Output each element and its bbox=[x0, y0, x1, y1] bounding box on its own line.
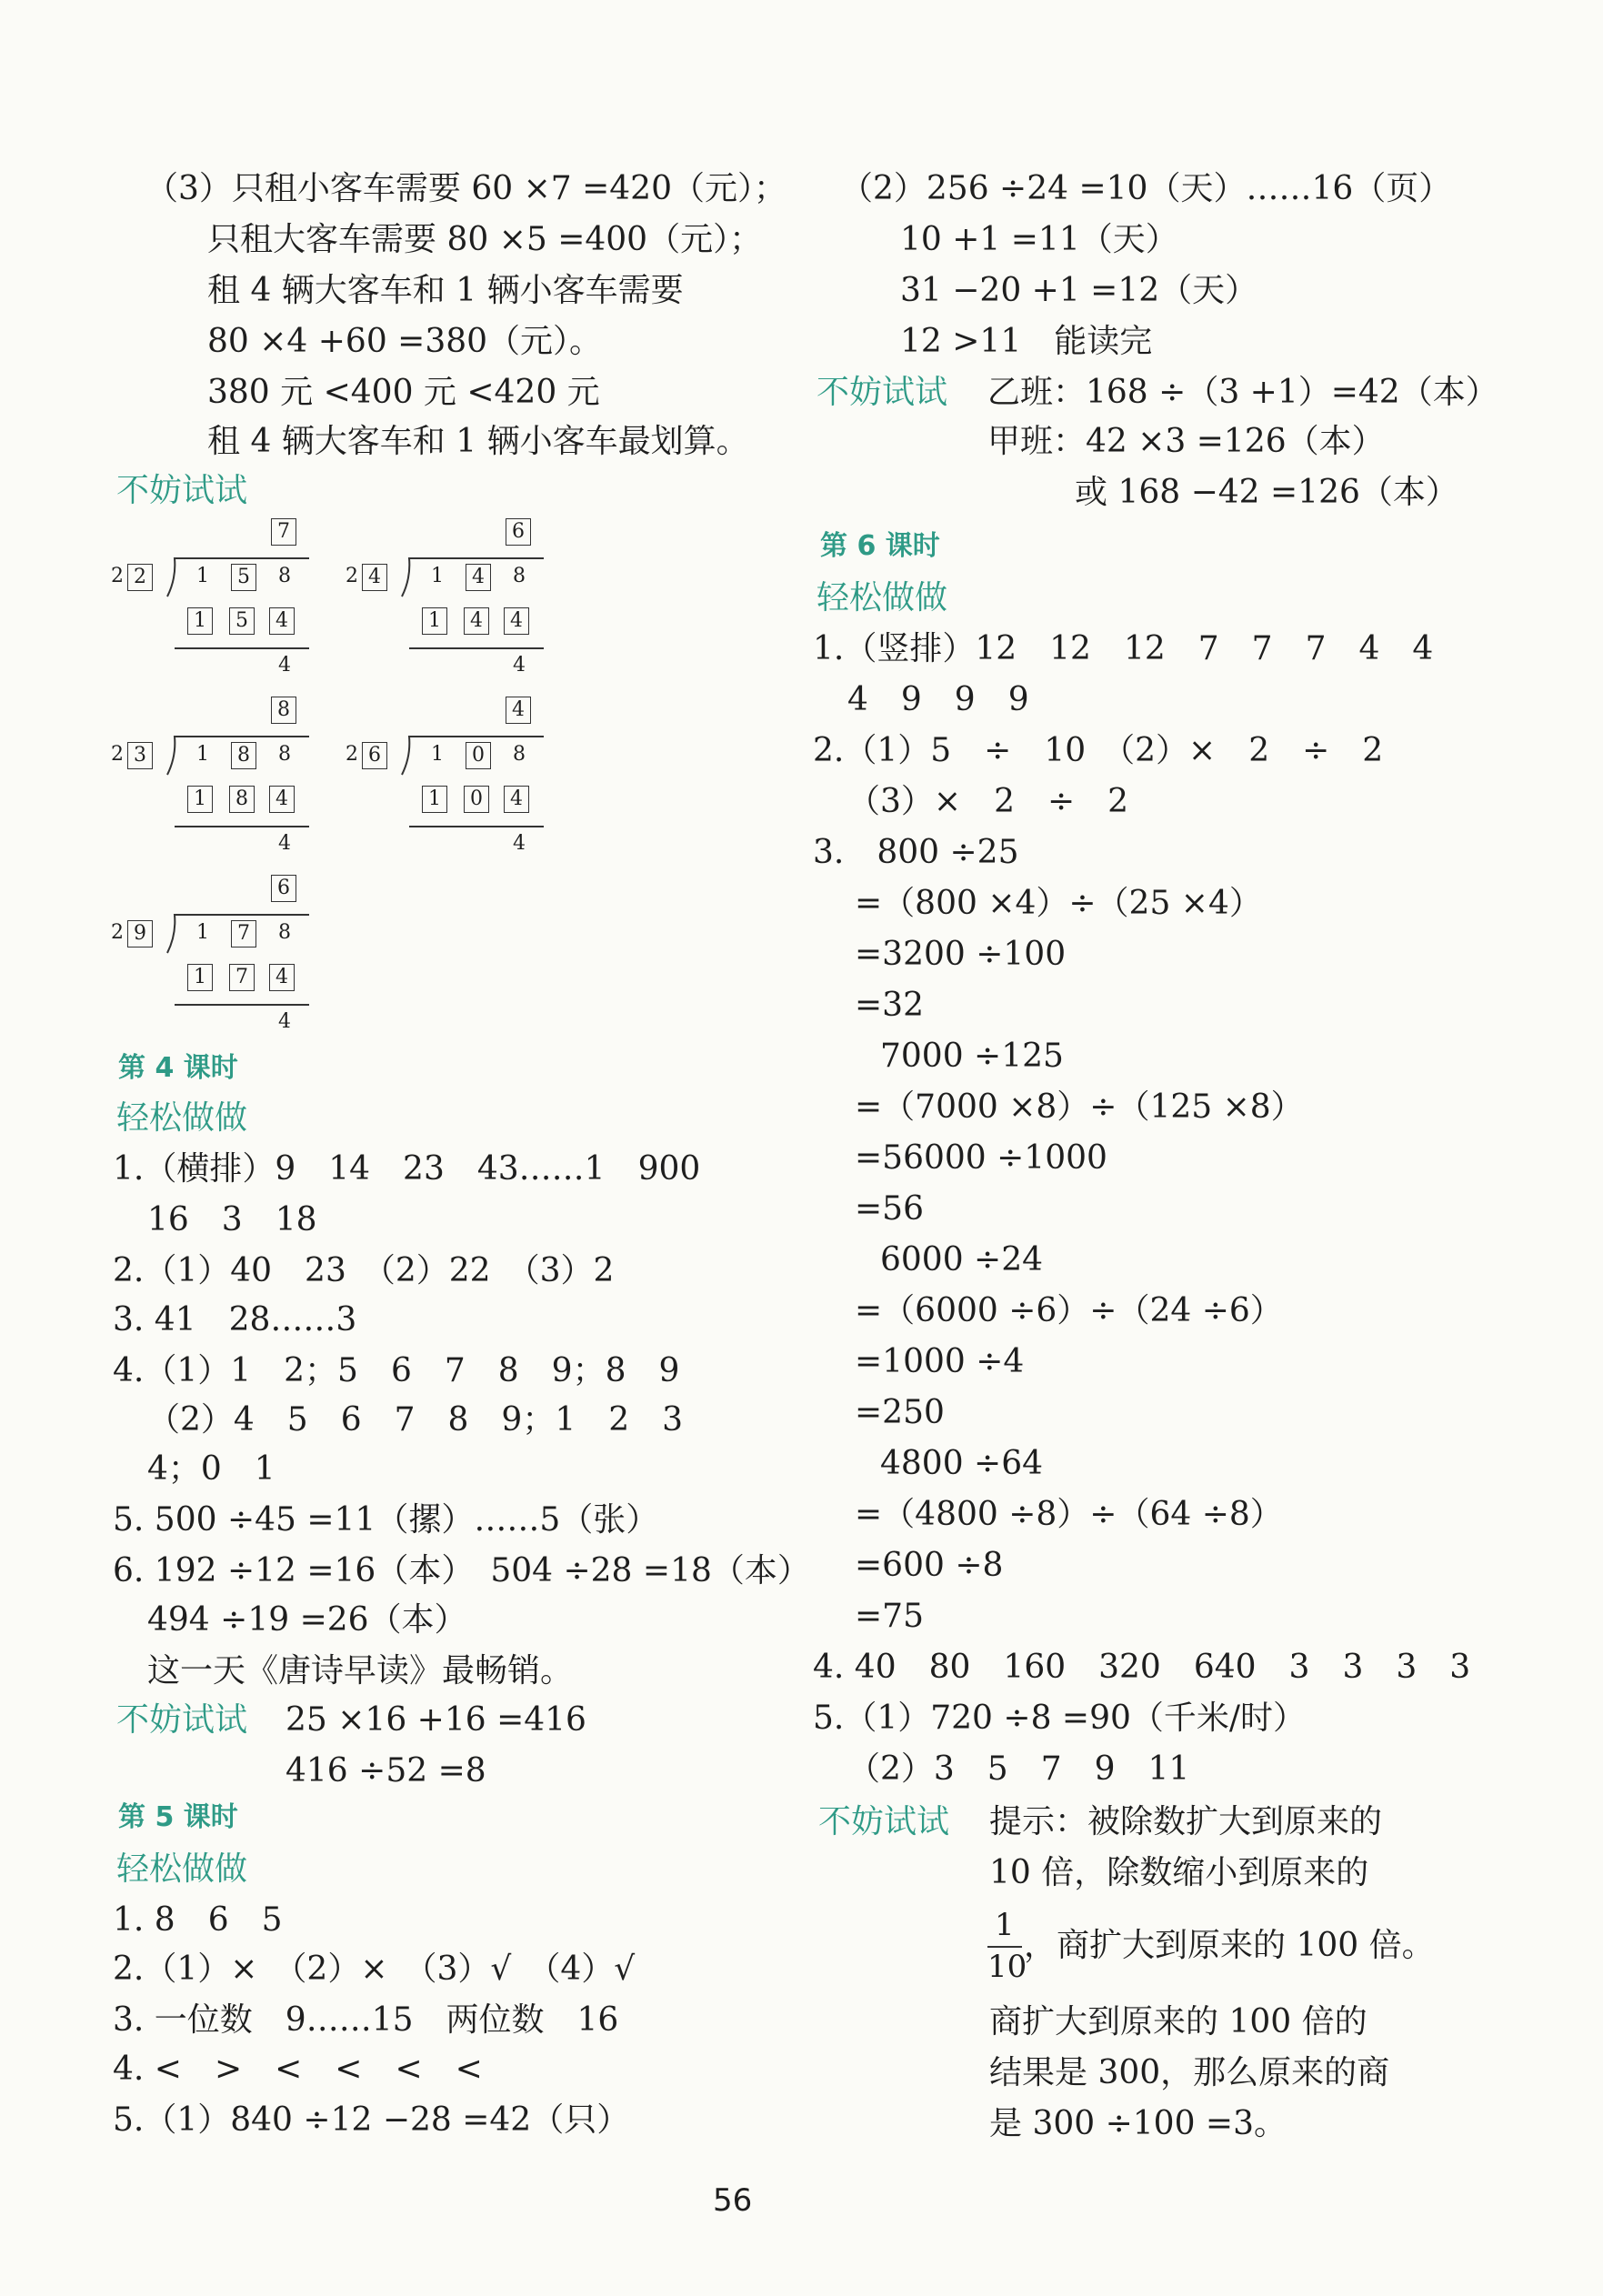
answer-line: （3）× 2 ÷ 2 bbox=[847, 783, 1129, 820]
dividend-box: 0 bbox=[466, 742, 491, 769]
answer-line: 4800 ÷64 bbox=[880, 1445, 1044, 1482]
answer-line: 2.（1）× （2）× （3）√ （4）√ bbox=[113, 1950, 636, 1988]
divisor-digit: 2 bbox=[111, 565, 124, 587]
product-box: 1 bbox=[187, 786, 213, 813]
divisor-digit: 2 bbox=[346, 565, 358, 587]
product-box: 4 bbox=[504, 786, 529, 813]
answer-line: 1.（横排）9 14 23 43……1 900 bbox=[113, 1150, 701, 1188]
fraction-numerator: 1 bbox=[995, 1907, 1015, 1943]
answer-line: 7000 ÷125 bbox=[880, 1038, 1064, 1075]
page-number: 56 bbox=[713, 2182, 753, 2219]
answer-line: 416 ÷52 =8 bbox=[286, 1752, 486, 1790]
answer-line: =（4800 ÷8）÷（64 ÷8） bbox=[855, 1496, 1283, 1533]
dividend-box: 4 bbox=[466, 564, 491, 591]
dividend-digit: 1 bbox=[196, 565, 209, 587]
answer-line: 6. 192 ÷12 =16（本） 504 ÷28 =18（本） bbox=[113, 1552, 810, 1589]
long-division bbox=[344, 518, 553, 687]
division-line bbox=[175, 826, 309, 827]
divisor-digit: 2 bbox=[346, 743, 358, 766]
lesson-heading: 第 5 课时 bbox=[118, 1801, 238, 1833]
dividend-digit: 8 bbox=[278, 743, 291, 766]
lesson-heading: 第 4 课时 bbox=[118, 1052, 238, 1084]
quotient-box: 7 bbox=[271, 518, 296, 546]
answer-line: 甲班：42 ×3 =126（本） bbox=[987, 423, 1385, 460]
answer-line: 1. 8 6 5 bbox=[113, 1901, 283, 1939]
product-box: 4 bbox=[269, 964, 295, 991]
answer-line: 16 3 18 bbox=[147, 1201, 317, 1238]
answer-line: 4. 40 80 160 320 640 3 3 3 3 bbox=[813, 1649, 1471, 1686]
dividend-box: 8 bbox=[231, 742, 256, 769]
dividend-digit: 1 bbox=[431, 565, 444, 587]
answer-line: 80 ×4 +60 =380（元）。 bbox=[207, 323, 603, 360]
section-heading-easy: 轻松做做 bbox=[116, 1850, 248, 1888]
answer-line: 12 >11 能读完 bbox=[900, 323, 1153, 360]
section-heading-easy: 轻松做做 bbox=[817, 579, 948, 617]
product-box: 4 bbox=[504, 607, 529, 635]
division-line bbox=[175, 1004, 309, 1006]
long-division bbox=[109, 518, 318, 687]
fraction-denominator: 10 bbox=[987, 1949, 1027, 1985]
answer-line: =（7000 ×8）÷（125 ×8） bbox=[855, 1088, 1304, 1126]
answer-line: 3. 一位数 9……15 两位数 16 bbox=[113, 2001, 619, 2039]
divisor-box: 6 bbox=[362, 742, 387, 769]
hint-line: 是 300 ÷100 =3。 bbox=[989, 2105, 1287, 2142]
divisor-box: 2 bbox=[127, 564, 153, 591]
dividend-digit: 1 bbox=[196, 921, 209, 944]
answer-line: =（6000 ÷6）÷（24 ÷6） bbox=[855, 1292, 1283, 1329]
hint-line: 商扩大到原来的 100 倍的 bbox=[989, 2003, 1368, 2040]
dividend-digit: 8 bbox=[278, 921, 291, 944]
long-division bbox=[344, 697, 553, 865]
answer-line: =3200 ÷100 bbox=[855, 936, 1067, 973]
answer-line: 380 元 <400 元 <420 元 bbox=[207, 374, 600, 411]
divisor-digit: 2 bbox=[111, 921, 124, 944]
product-box: 0 bbox=[464, 786, 489, 813]
product-box: 1 bbox=[422, 607, 447, 635]
answer-line: 10 +1 =11（天） bbox=[900, 221, 1178, 258]
answer-line: 或 168 −42 =126（本） bbox=[1075, 474, 1458, 511]
dividend-box: 5 bbox=[231, 564, 256, 591]
answer-line: 2.（1）40 23 （2）22 （3）2 bbox=[113, 1252, 615, 1289]
answer-line: （3）只租小客车需要 60 ×7 =420（元）； bbox=[145, 170, 786, 207]
answer-line: 只租大客车需要 80 ×5 =400（元）； bbox=[207, 221, 763, 258]
answer-line: 494 ÷19 =26（本） bbox=[147, 1601, 467, 1639]
answer-line: 31 −20 +1 =12（天） bbox=[900, 272, 1258, 309]
answer-line: 3. 800 ÷25 bbox=[813, 834, 1019, 871]
answer-line: =32 bbox=[855, 987, 924, 1024]
answer-line: =75 bbox=[855, 1598, 924, 1635]
remainder-digit: 4 bbox=[278, 1010, 291, 1033]
answer-line: 6000 ÷24 bbox=[880, 1241, 1044, 1278]
division-line bbox=[409, 826, 544, 827]
answer-line: =600 ÷8 bbox=[855, 1547, 1004, 1584]
answer-line: 5.（1）840 ÷12 −28 =42（只） bbox=[113, 2101, 630, 2139]
section-heading-easy: 轻松做做 bbox=[116, 1099, 248, 1137]
answer-line: 租 4 辆大客车和 1 辆小客车需要 bbox=[207, 272, 684, 309]
quotient-box: 8 bbox=[271, 697, 296, 724]
answer-line: 4.（1）1 2；5 6 7 8 9；8 9 bbox=[113, 1352, 680, 1389]
hint-line: 10 倍，除数缩小到原来的 bbox=[989, 1854, 1369, 1891]
answer-line: =56000 ÷1000 bbox=[855, 1139, 1107, 1177]
answer-line: 乙班：168 ÷（3 +1）=42（本） bbox=[987, 374, 1498, 411]
section-heading-try: 不妨试试 bbox=[817, 374, 948, 411]
dividend-digit: 1 bbox=[431, 743, 444, 766]
section-heading-try: 不妨试试 bbox=[818, 1803, 950, 1840]
answer-line: 4 9 9 9 bbox=[847, 681, 1029, 718]
product-box: 1 bbox=[187, 964, 213, 991]
product-box: 5 bbox=[229, 607, 255, 635]
answer-line: 5.（1）720 ÷8 =90（千米/时） bbox=[813, 1699, 1307, 1737]
product-box: 7 bbox=[229, 964, 255, 991]
product-box: 4 bbox=[464, 607, 489, 635]
hint-line: ，商扩大到原来的 100 倍。 bbox=[1024, 1927, 1435, 1964]
divisor-digit: 2 bbox=[111, 743, 124, 766]
answer-line: 租 4 辆大客车和 1 辆小客车最划算。 bbox=[207, 423, 749, 460]
quotient-box: 4 bbox=[506, 697, 531, 724]
answer-line: =56 bbox=[855, 1190, 924, 1228]
quotient-box: 6 bbox=[506, 518, 531, 546]
product-box: 1 bbox=[187, 607, 213, 635]
answer-line: =1000 ÷4 bbox=[855, 1343, 1025, 1380]
dividend-box: 7 bbox=[231, 920, 256, 947]
quotient-box: 6 bbox=[271, 875, 296, 902]
product-box: 8 bbox=[229, 786, 255, 813]
section-heading-try: 不妨试试 bbox=[116, 1701, 248, 1739]
lesson-heading: 第 6 课时 bbox=[820, 530, 940, 562]
answer-line: =（800 ×4）÷（25 ×4） bbox=[855, 885, 1262, 922]
answer-line: 5. 500 ÷45 =11（摞）……5（张） bbox=[113, 1501, 659, 1539]
division-line bbox=[175, 647, 309, 649]
answer-line: 4. < > < < < < bbox=[113, 2050, 483, 2088]
answer-line: 4；0 1 bbox=[147, 1450, 276, 1488]
answer-line: =250 bbox=[855, 1394, 945, 1431]
product-box: 4 bbox=[269, 786, 295, 813]
hint-line: 结果是 300，那么原来的商 bbox=[989, 2054, 1390, 2091]
dividend-digit: 8 bbox=[513, 743, 526, 766]
dividend-digit: 8 bbox=[278, 565, 291, 587]
product-box: 4 bbox=[269, 607, 295, 635]
dividend-digit: 8 bbox=[513, 565, 526, 587]
long-division bbox=[109, 875, 318, 1043]
remainder-digit: 4 bbox=[513, 832, 526, 855]
answer-line: 这一天《唐诗早读》最畅销。 bbox=[147, 1652, 574, 1689]
divisor-box: 9 bbox=[127, 920, 153, 947]
divisor-box: 3 bbox=[127, 742, 153, 769]
answer-line: （2）3 5 7 9 11 bbox=[847, 1750, 1190, 1788]
answer-line: （2）4 5 6 7 8 9；1 2 3 bbox=[147, 1401, 684, 1439]
product-box: 1 bbox=[422, 786, 447, 813]
answer-line: 25 ×16 +16 =416 bbox=[286, 1701, 586, 1739]
dividend-digit: 1 bbox=[196, 743, 209, 766]
remainder-digit: 4 bbox=[513, 654, 526, 677]
division-line bbox=[409, 647, 544, 649]
remainder-digit: 4 bbox=[278, 832, 291, 855]
answer-line: （2）256 ÷24 =10（天）……16（页） bbox=[840, 170, 1452, 207]
long-division bbox=[109, 697, 318, 865]
answer-line: 2.（1）5 ÷ 10 （2）× 2 ÷ 2 bbox=[813, 732, 1384, 769]
section-heading-try: 不妨试试 bbox=[116, 472, 248, 509]
hint-line: 提示：被除数扩大到原来的 bbox=[989, 1803, 1383, 1840]
fraction-bar bbox=[987, 1946, 1022, 1948]
divisor-box: 4 bbox=[362, 564, 387, 591]
remainder-digit: 4 bbox=[278, 654, 291, 677]
answer-line: 3. 41 28……3 bbox=[113, 1301, 357, 1338]
answer-line: 1.（竖排）12 12 12 7 7 7 4 4 bbox=[813, 630, 1434, 667]
